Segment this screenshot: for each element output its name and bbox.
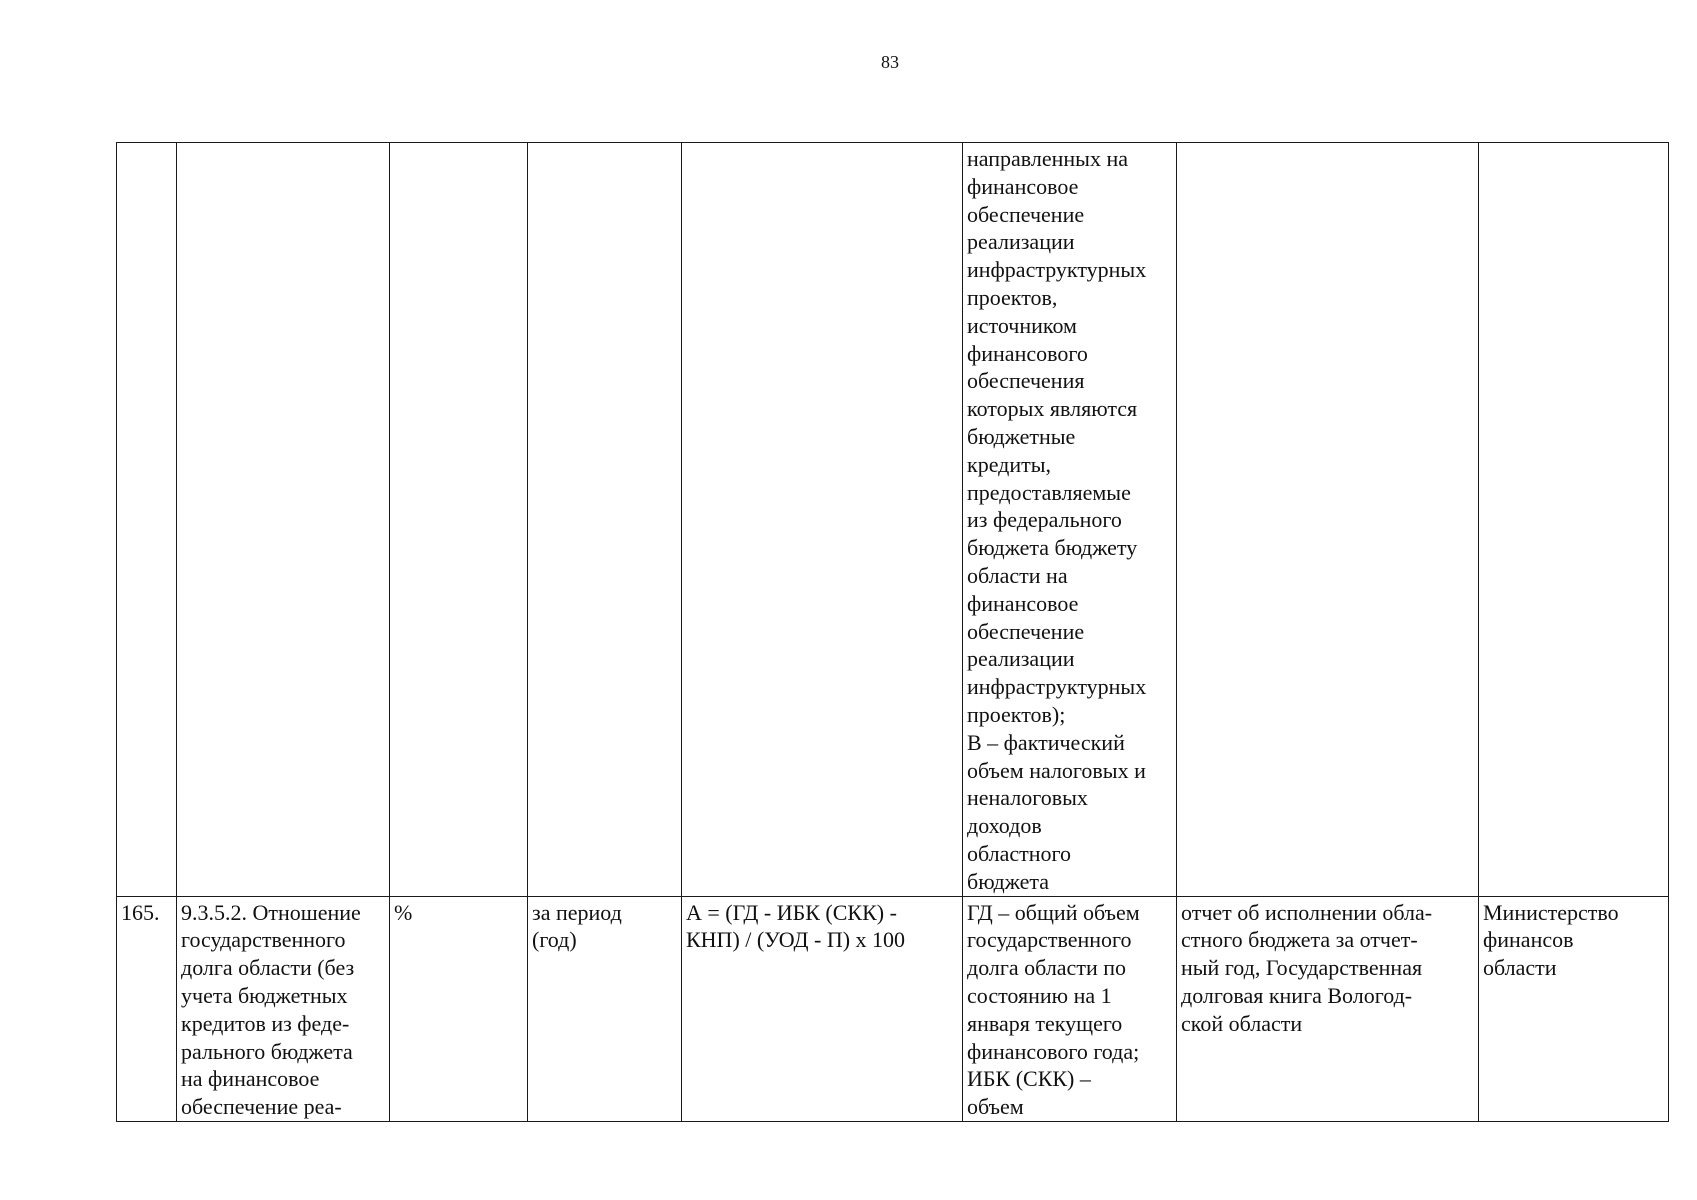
- cell-variables: направленных на финансовое обеспечение реализации инфраструктурных проектов, источником финансового обеспечения которых являются бюджетные кредиты, предоставляемые из федерального бюджета бюджету области на финансовое обеспечение реализации инфраструктурных проектов); В – фактический объем налоговых и неналоговых доходов областного бюджета: [963, 143, 1177, 897]
- table-row-165: [117, 896, 1669, 1121]
- cell-num: [117, 143, 177, 897]
- indicators-table: [116, 142, 1669, 1122]
- cell-formula: [682, 143, 963, 897]
- table-row-continuation: [117, 143, 1669, 897]
- cell-variables: ГД – общий объем государственного долга области по состоянию на 1 января текущего финансового года; ИБК (СКК) – объем: [963, 896, 1177, 1121]
- cell-responsible: Министерство финансов области: [1479, 896, 1669, 1121]
- cell-period: за период (год): [528, 896, 682, 1121]
- cell-unit: [390, 143, 528, 897]
- cell-source: [1177, 143, 1479, 897]
- cell-period: [528, 143, 682, 897]
- cell-source: отчет об исполнении обла- стного бюджета за отчет- ный год, Государственная долговая книга Вологод- ской области: [1177, 896, 1479, 1121]
- cell-formula: А = (ГД - ИБК (СКК) - КНП) / (УОД - П) х 100: [682, 896, 963, 1121]
- page-number: 83: [881, 52, 899, 72]
- cell-num: 165.: [117, 896, 177, 1121]
- cell-indicator-name: [177, 143, 390, 897]
- cell-responsible: [1479, 143, 1669, 897]
- cell-unit: %: [390, 896, 528, 1121]
- cell-indicator-name: 9.3.5.2. Отношение государственного долга области (без учета бюджетных кредитов из феде- рального бюджета на финансовое обеспечение реа-: [177, 896, 390, 1121]
